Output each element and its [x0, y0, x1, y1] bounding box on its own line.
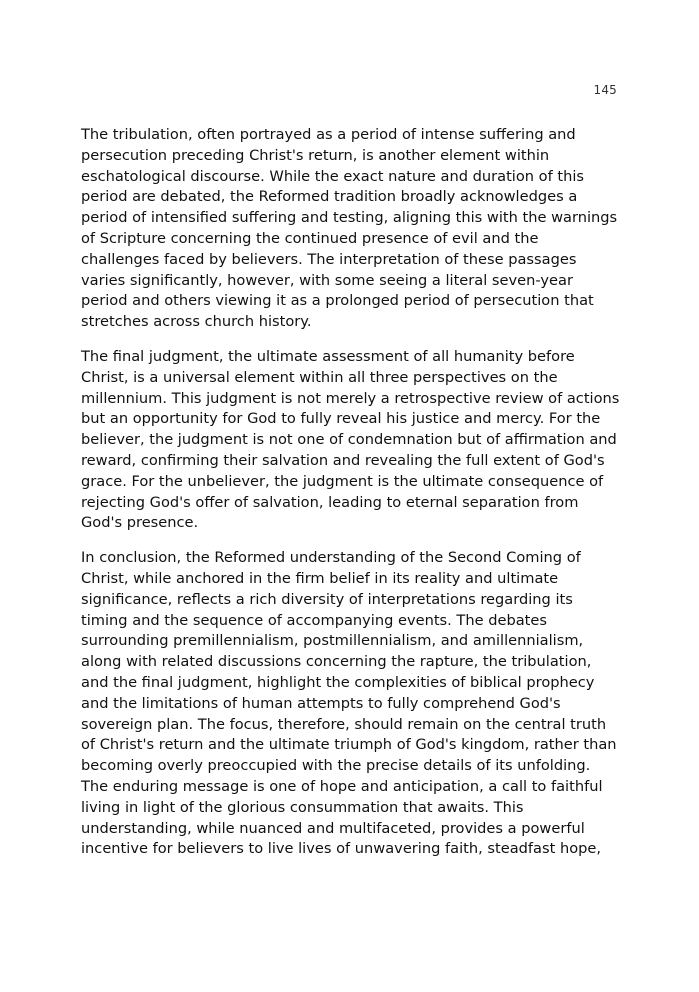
paragraph-conclusion: In conclusion, the Reformed understanding of the Second Coming of Christ, while anchored in the firm belief in its reality and ultimate significance, reflects a rich diversity of interpretations regarding its timing and the sequence of accompanying events. The debates surrounding premillennialism, postmillennialism, and amillennialism, along with related discussions concerning the rapture, the tribulation, and the final judgment, highlight the complexities of biblical prophecy and the limitations of human attempts to fully comprehend God's sovereign plan. The focus, therefore, should remain on the central truth of Christ's return and the ultimate triumph of God's kingdom, rather than becoming overly preoccupied with the precise details of its unfolding. The enduring message is one of hope and anticipation, a call to faithful living in light of the glorious consummation that awaits. This understanding, while nuanced and multifaceted, provides a powerful incentive for believers to live lives of unwavering faith, steadfast hope,	[81, 549, 617, 858]
body-text	[81, 125, 621, 874]
paragraph-final-judgment: The final judgment, the ultimate assessment of all humanity before Christ, is a universal element within all three perspectives on the millennium. This judgment is not merely a retrospective review of actions but an opportunity for God to fully reveal his justice and mercy. For the believer, the judgment is not one of condemnation but of affirmation and reward, confirming their salvation and revealing the full extent of God's grace. For the unbeliever, the judgment is the ultimate consequence of rejecting God's offer of salvation, leading to eternal separation from God's presence.	[81, 347, 620, 532]
page-number: 145	[593, 83, 617, 97]
paragraph-tribulation: The tribulation, often portrayed as a period of intense suffering and persecution preceding Christ's return, is another element within eschatological discourse. While the exact nature and duration of this period are debated, the Reformed tradition broadly acknowledges a period of intensified suffering and testing, aligning this with the warnings of Scripture concerning the continued presence of evil and the challenges faced by believers. The interpretation of these passages varies significantly, however, with some seeing a literal seven-year period and others viewing it as a prolonged period of persecution that stretches across church history.	[81, 126, 618, 331]
